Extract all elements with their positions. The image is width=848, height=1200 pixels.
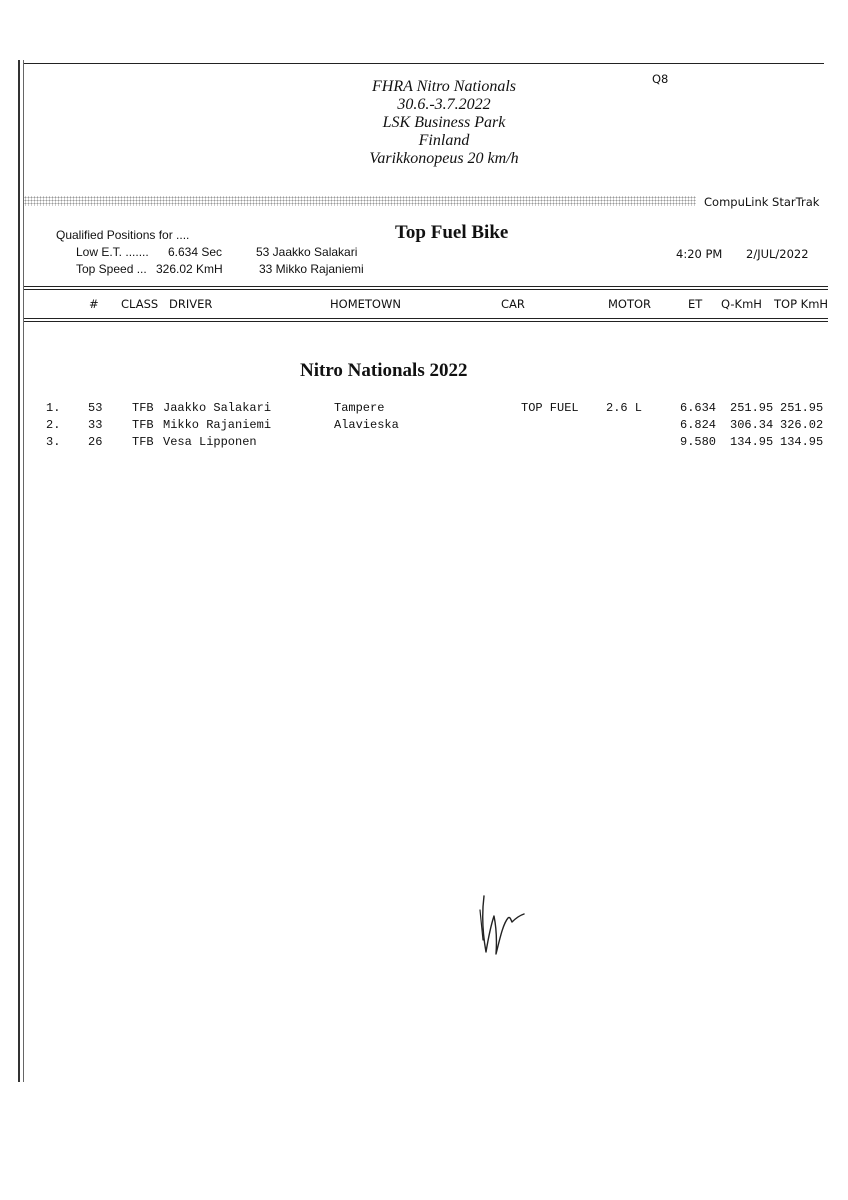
- col-qkmh: Q-KmH: [721, 297, 762, 311]
- low-et-label: Low E.T. .......: [76, 245, 149, 259]
- row-class: TFB: [132, 418, 154, 432]
- signature: [470, 890, 540, 965]
- row-class: TFB: [132, 401, 154, 415]
- row-qkmh: 251.95: [730, 401, 774, 415]
- event-country: Finland: [418, 132, 470, 149]
- report-date: 2/JUL/2022: [746, 247, 809, 261]
- col-motor: MOTOR: [608, 297, 652, 311]
- header-rule-top-2: [24, 289, 828, 290]
- row-et: 6.634: [680, 401, 717, 415]
- row-position: 2.: [46, 418, 61, 432]
- table-row: [0, 401, 848, 417]
- col-driver: DRIVER: [169, 297, 213, 311]
- col-car: CAR: [501, 297, 525, 311]
- system-label: CompuLink StarTrak: [704, 195, 820, 209]
- qualified-heading: Qualified Positions for ....: [56, 228, 190, 242]
- event-name: FHRA Nitro Nationals: [371, 78, 516, 95]
- row-driver: Mikko Rajaniemi: [163, 418, 272, 432]
- row-motor: 2.6 L: [606, 401, 643, 415]
- row-driver: Vesa Lipponen: [163, 435, 257, 449]
- page-code: Q8: [652, 72, 669, 86]
- frame-left-inner-border: [23, 60, 24, 1082]
- row-topkmh: 326.02: [780, 418, 824, 432]
- dotted-separator: [24, 196, 696, 206]
- table-row: [0, 435, 848, 451]
- row-number: 33: [88, 418, 103, 432]
- col-class: CLASS: [121, 297, 159, 311]
- header-rule-bottom-2: [24, 321, 828, 322]
- event-pit-speed: Varikkonopeus 20 km/h: [369, 150, 519, 167]
- row-hometown: Tampere: [334, 401, 385, 415]
- row-position: 1.: [46, 401, 61, 415]
- col-num: #: [89, 297, 99, 311]
- row-number: 53: [88, 401, 103, 415]
- event-header: [0, 78, 848, 168]
- report-time: 4:20 PM: [676, 247, 723, 261]
- event-venue: LSK Business Park: [382, 114, 506, 131]
- class-title: Top Fuel Bike: [395, 222, 509, 243]
- row-qkmh: 306.34: [730, 418, 774, 432]
- row-et: 9.580: [680, 435, 717, 449]
- row-driver: Jaakko Salakari: [163, 401, 272, 415]
- top-speed-label: Top Speed ...: [76, 262, 147, 276]
- row-class: TFB: [132, 435, 154, 449]
- header-rule-top: [24, 286, 828, 287]
- row-hometown: Alavieska: [334, 418, 399, 432]
- row-et: 6.824: [680, 418, 717, 432]
- top-speed-value: 326.02 KmH: [156, 262, 223, 276]
- row-position: 3.: [46, 435, 61, 449]
- col-topkmh: TOP KmH: [774, 297, 829, 311]
- section-title: Nitro Nationals 2022: [300, 360, 468, 381]
- frame-left-border: [18, 60, 20, 1082]
- col-hometown: HOMETOWN: [330, 297, 401, 311]
- low-et-value: 6.634 Sec: [168, 245, 223, 259]
- low-et-holder: 53 Jaakko Salakari: [256, 245, 358, 259]
- event-dates: 30.6.-3.7.2022: [397, 96, 491, 113]
- col-et: ET: [688, 297, 703, 311]
- table-row: [0, 418, 848, 434]
- row-topkmh: 134.95: [780, 435, 824, 449]
- row-qkmh: 134.95: [730, 435, 774, 449]
- frame-top-border: [24, 63, 824, 64]
- top-speed-holder: 33 Mikko Rajaniemi: [259, 262, 364, 276]
- row-car: TOP FUEL: [521, 401, 579, 415]
- header-rule-bottom: [24, 318, 828, 319]
- row-number: 26: [88, 435, 103, 449]
- row-topkmh: 251.95: [780, 401, 824, 415]
